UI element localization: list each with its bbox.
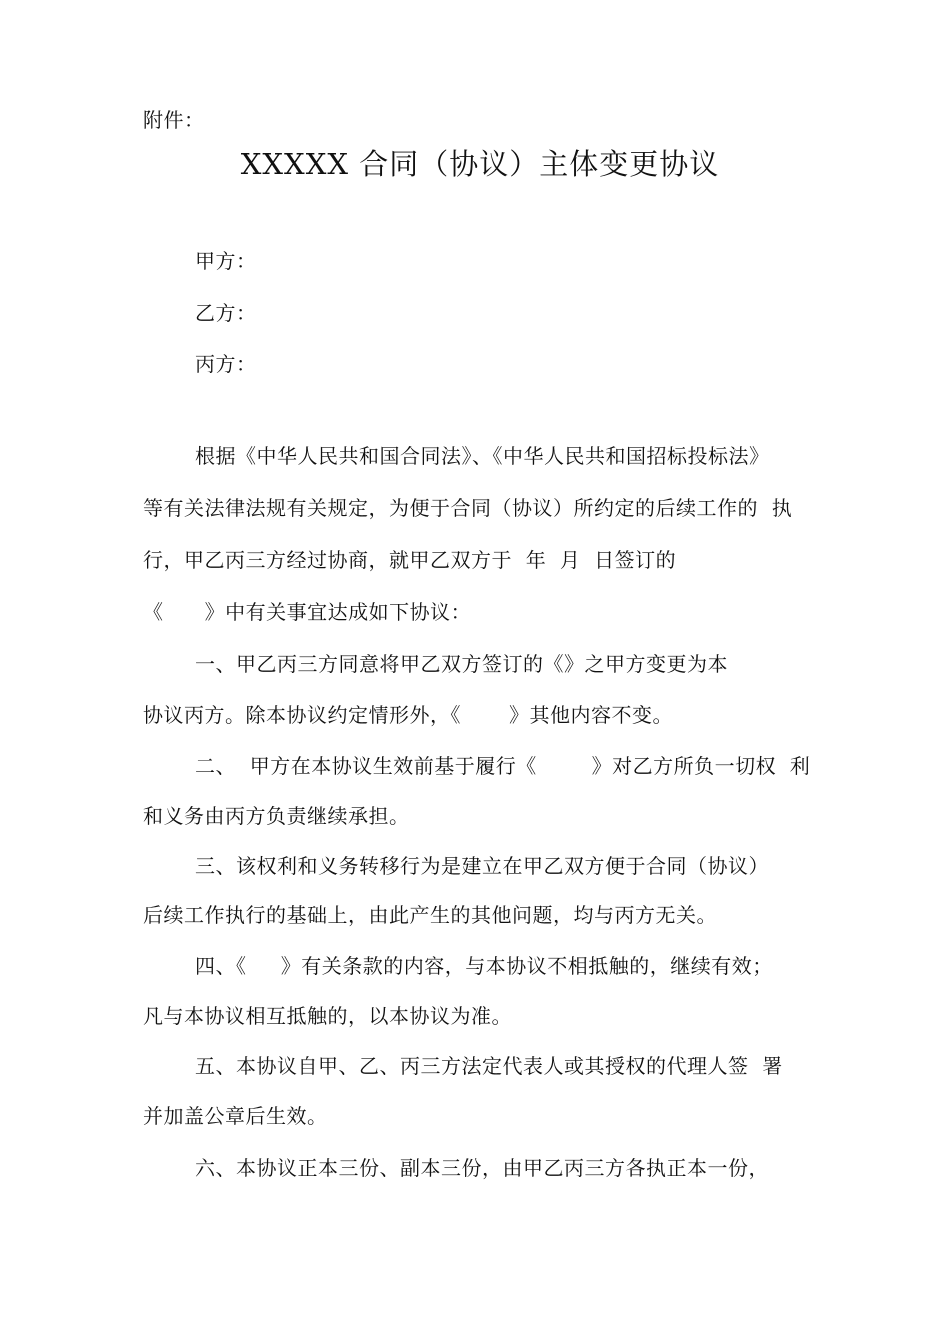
party-c-label: 丙方： — [195, 352, 257, 376]
clause-3-line-2: 后续工作执行的基础上，由此产生的其他问题，均与丙方无关。 — [143, 903, 717, 927]
clause-5-line-1: 五、本协议自甲、乙、丙三方法定代表人或其授权的代理人签 署 — [195, 1054, 783, 1078]
clause-3-line-1: 三、该权利和义务转移行为是建立在甲乙双方便于合同（协议） — [195, 854, 769, 878]
clause-1-line-1: 一、甲乙丙三方同意将甲乙双方签订的《》之甲方变更为本 — [195, 652, 728, 676]
document-title: XXXXX 合同（协议）主体变更协议 — [240, 147, 720, 181]
party-b-label: 乙方： — [195, 301, 257, 325]
clause-1-line-2: 协议丙方。除本协议约定情形外，《 》其他内容不变。 — [143, 703, 674, 727]
clause-2-line-1: 二、 甲方在本协议生效前基于履行《 》对乙方所负一切权 利 — [195, 754, 811, 778]
clause-5-line-2: 并加盖公章后生效。 — [143, 1104, 328, 1128]
clause-4-line-1: 四、《 》有关条款的内容，与本协议不相抵触的，继续有效； — [195, 954, 773, 978]
preamble-line: 等有关法律法规有关规定，为便于合同（协议）所约定的后续工作的 执 — [143, 496, 793, 520]
preamble-line: 《 》中有关事宜达成如下协议： — [143, 600, 472, 624]
clause-4-line-2: 凡与本协议相互抵触的，以本协议为准。 — [143, 1004, 512, 1028]
attachment-label: 附件： — [143, 108, 205, 132]
preamble-line: 根据《中华人民共和国合同法》、《中华人民共和国招标投标法》 — [195, 444, 770, 468]
clause-6-line-1: 六、本协议正本三份、副本三份，由甲乙丙三方各执正本一份， — [195, 1156, 769, 1180]
clause-2-line-2: 和义务由丙方负责继续承担。 — [143, 804, 410, 828]
party-a-label: 甲方： — [195, 249, 257, 273]
preamble-line: 行，甲乙丙三方经过协商，就甲乙双方于 年 月 日签订的 — [143, 548, 677, 572]
